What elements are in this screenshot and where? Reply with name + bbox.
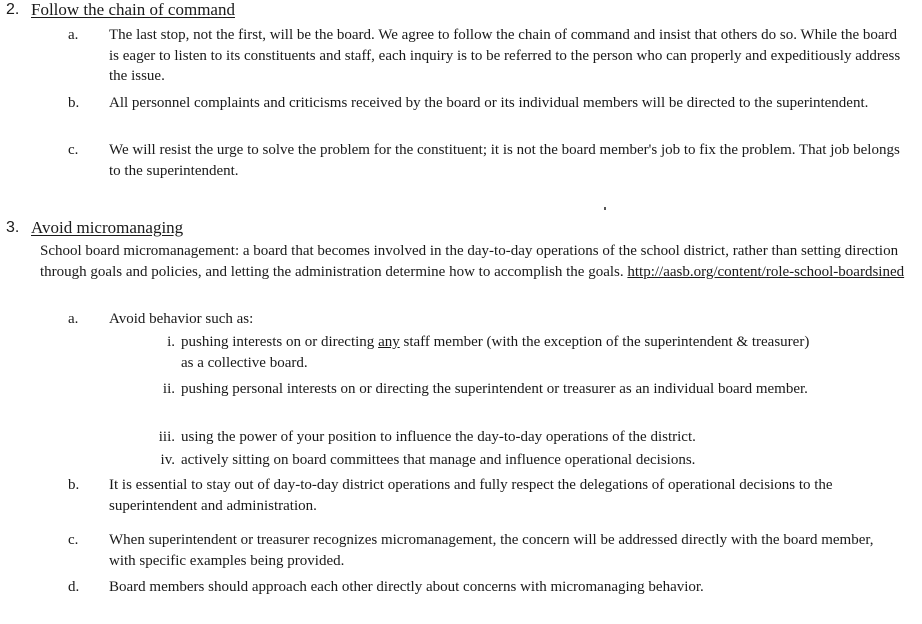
item-text: We will resist the urge to solve the problem for the constituent; it is not the board member's job to fix the problem. That job belongs to the superintendent.: [109, 142, 900, 179]
section-2-item-b: [0, 93, 922, 114]
section-3-title: Avoid micromanaging: [31, 218, 184, 237]
item-text: It is essential to stay out of day-to-day district operations and fully respect the delegations of operational decisions to the superintendent and administration.: [109, 477, 833, 514]
item-marker: b.: [68, 95, 80, 111]
item-marker: c.: [68, 142, 79, 158]
section-3-subitem-i: [0, 332, 922, 373]
subitem-text: using the power of your position to influence the day-to-day operations of the district.: [181, 429, 696, 445]
subitem-text: [181, 332, 821, 373]
item-marker: a.: [68, 311, 79, 327]
section-3-number: 3.: [6, 219, 20, 236]
item-text: Board members should approach each other directly about concerns with micromanaging behavior.: [109, 579, 704, 595]
section-3-item-b: [0, 475, 922, 516]
scan-speck: [604, 207, 606, 210]
subitem-text: actively sitting on board committees that manage and influence operational decisions.: [181, 452, 696, 468]
item-text: Avoid behavior such as:: [109, 311, 254, 327]
item-text: All personnel complaints and criticisms received by the board or its individual members will be directed to the superintendent.: [109, 95, 869, 111]
subitem-marker: iii.: [158, 429, 175, 445]
subitem-marker: i.: [167, 334, 175, 350]
section-2-item-c: [0, 140, 922, 181]
section-3-subitem-ii: [0, 379, 922, 400]
section-2-number: 2.: [6, 1, 20, 18]
emphasis-any: any: [378, 334, 400, 350]
section-3-item-d: [0, 577, 922, 598]
intro-text: School board micromanagement: a board that becomes involved in the day-to-day operations of the school district, rather than setting direction through goals and policies, and letting the administration determine how to accomplish the goals.: [40, 243, 899, 280]
section-2-title: Follow the chain of command: [31, 0, 235, 19]
section-3-item-c: [0, 530, 922, 571]
item-marker: b.: [68, 477, 80, 493]
section-3-subitem-iv: [0, 450, 922, 471]
subitem-marker: ii.: [162, 381, 175, 397]
item-marker: a.: [68, 27, 79, 43]
section-3-item-a: [0, 309, 922, 330]
item-text: The last stop, not the first, will be the board. We agree to follow the chain of command and insist that others do so. While the board is eager to listen to its constituents and staff, each inquiry is to be referred to the person who can properly and expeditiously address the issue.: [109, 27, 901, 84]
item-marker: c.: [68, 532, 79, 548]
section-2-item-a: [0, 25, 922, 87]
subitem-text: pushing personal interests on or directing the superintendent or treasurer as an individual board member.: [181, 381, 808, 397]
item-text: When superintendent or treasurer recognizes micromanagement, the concern will be addressed directly with the board member, with specific examples being provided.: [109, 532, 874, 569]
subitem-marker: iv.: [160, 452, 175, 468]
reference-link[interactable]: http://aasb.org/content/role-school-boardsined: [627, 263, 905, 280]
section-3-intro: [40, 241, 910, 282]
item-marker: d.: [68, 579, 80, 595]
section-3-subitem-iii: [0, 427, 922, 448]
subitem-text-pre: pushing interests on or directing: [181, 334, 379, 350]
subitem-text-post: staff member (with the exception of the superintendent & treasurer) as a collective board.: [181, 334, 810, 371]
